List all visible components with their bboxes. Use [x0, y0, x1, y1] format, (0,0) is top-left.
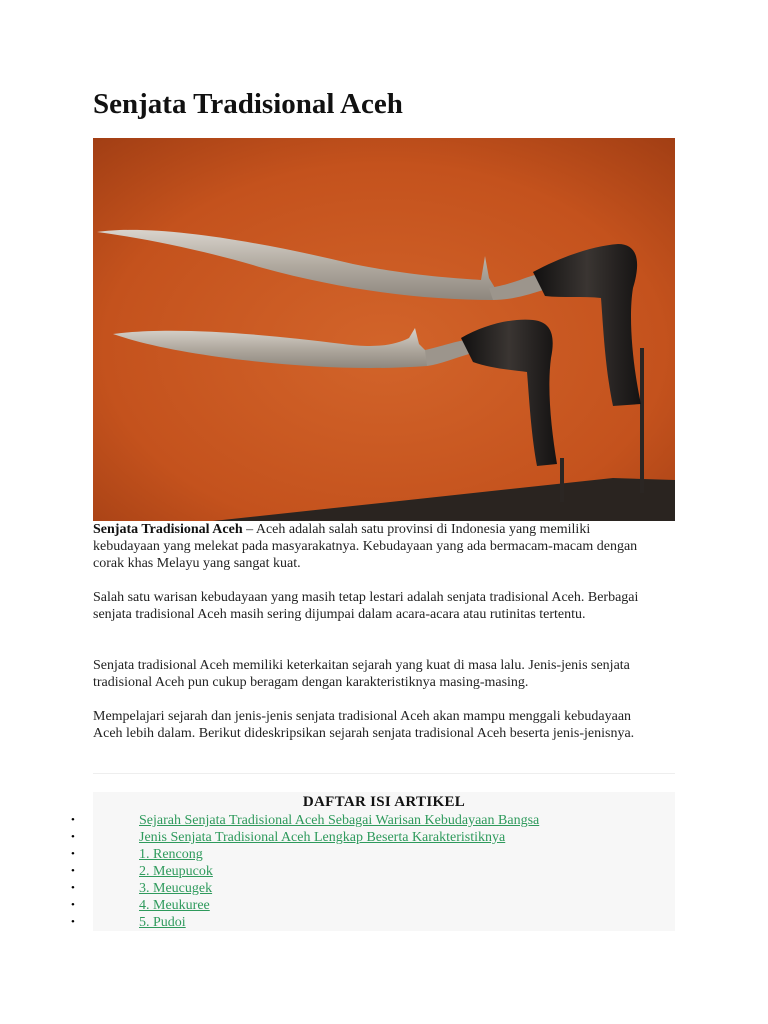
- toc-link-sejarah[interactable]: Sejarah Senjata Tradisional Aceh Sebagai Warisan Kebudayaan Bangsa: [139, 813, 540, 828]
- bullet-icon: •: [71, 882, 75, 894]
- divider: [93, 773, 675, 774]
- toc-link-meukuree[interactable]: 4. Meukuree: [139, 898, 210, 913]
- toc-link-pudoi[interactable]: 5. Pudoi: [139, 915, 186, 930]
- bullet-icon: •: [71, 865, 75, 877]
- intro-paragraph: [93, 521, 653, 572]
- toc-link-rencong[interactable]: 1. Rencong: [139, 847, 203, 862]
- bullet-icon: •: [71, 848, 75, 860]
- paragraph-2: Salah satu warisan kebudayaan yang masih tetap lestari adalah senjata tradisional Aceh. Berbagai senjata tradisional Aceh masih sering dijumpai dalam acara-acara atau rutinitas tertentu.: [93, 590, 639, 622]
- page-title: Senjata Tradisional Aceh: [93, 88, 403, 120]
- intro-lead: Senjata Tradisional Aceh: [93, 522, 243, 537]
- toc-link-meupucok[interactable]: 2. Meupucok: [139, 864, 213, 879]
- hero-image: [93, 138, 675, 521]
- bullet-icon: •: [71, 899, 75, 911]
- bullet-icon: •: [71, 916, 75, 928]
- bullet-icon: •: [71, 814, 75, 826]
- paragraph-3: Senjata tradisional Aceh memiliki keterkaitan sejarah yang kuat di masa lalu. Jenis-jenis senjata tradisional Aceh pun cukup beragam dengan karakteristiknya masing-masing.: [93, 658, 630, 690]
- intro-text: – Aceh adalah salah satu provinsi di Indonesia yang memiliki kebudayaan yang melekat pada masyarakatnya. Kebudayaan yang ada bermacam-macam dengan corak khas Melayu yang sangat kuat.: [93, 522, 638, 571]
- toc-link-jenis[interactable]: Jenis Senjata Tradisional Aceh Lengkap Beserta Karakteristiknya: [139, 830, 506, 845]
- paragraph-4: Mempelajari sejarah dan jenis-jenis senjata tradisional Aceh akan mampu menggali kebudayaan Aceh lebih dalam. Berikut dideskripsikan sejarah senjata tradisional Aceh beserta jenis-jenisnya.: [93, 709, 635, 741]
- toc-link-meucugek[interactable]: 3. Meucugek: [139, 881, 213, 896]
- bullet-icon: •: [71, 831, 75, 843]
- toc-title: DAFTAR ISI ARTIKEL: [302, 794, 466, 810]
